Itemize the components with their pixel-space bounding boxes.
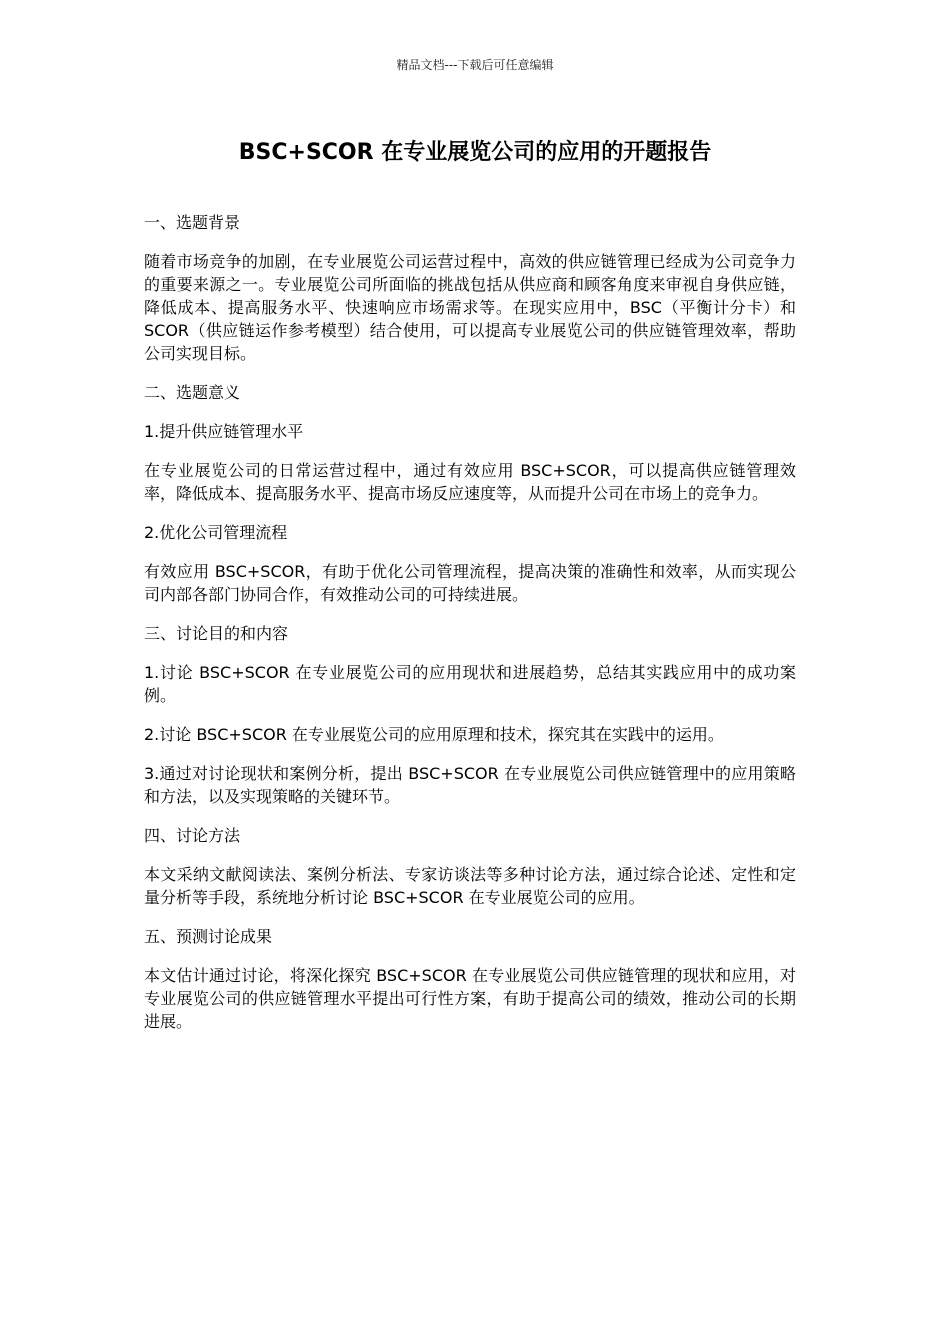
- paragraph-method: 本文采纳文献阅读法、案例分析法、专家访谈法等多种讨论方法，通过综合论述、定性和定量分析等手段，系统地分析讨论 BSC+SCOR 在专业展览公司的应用。: [144, 865, 796, 907]
- subheading-process: 2.优化公司管理流程: [144, 523, 288, 542]
- section-heading-results: 五、预测讨论成果: [144, 927, 273, 946]
- page-header: 精品文档---下载后可任意编辑: [396, 58, 554, 72]
- paragraph-supply-chain: 在专业展览公司的日常运营过程中，通过有效应用 BSC+SCOR，可以提高供应链管理效率，降低成本、提高服务水平、提高市场反应速度等，从而提升公司在市场上的竞争力。: [144, 461, 796, 503]
- section-heading-method: 四、讨论方法: [144, 826, 241, 845]
- section-heading-significance: 二、选题意义: [144, 383, 241, 402]
- document-body: [144, 211, 796, 1049]
- paragraph-results: 本文估计通过讨论，将深化探究 BSC+SCOR 在专业展览公司供应链管理的现状和应用，对专业展览公司的供应链管理水平提出可行性方案，有助于提高公司的绩效，推动公司的长期进展。: [144, 966, 796, 1031]
- subheading-supply-chain: 1.提升供应链管理水平: [144, 422, 304, 441]
- paragraph-process: 有效应用 BSC+SCOR，有助于优化公司管理流程，提高决策的准确性和效率，从而实现公司内部各部门协同合作，有效推动公司的可持续进展。: [144, 562, 796, 604]
- section-heading-background: 一、选题背景: [144, 213, 241, 232]
- document-title: BSC+SCOR 在专业展览公司的应用的开题报告: [238, 140, 712, 165]
- list-item-purpose-3: 3.通过对讨论现状和案例分析，提出 BSC+SCOR 在专业展览公司供应链管理中的应用策略和方法，以及实现策略的关键环节。: [144, 764, 796, 806]
- paragraph-background: 随着市场竞争的加剧，在专业展览公司运营过程中，高效的供应链管理已经成为公司竞争力的重要来源之一。专业展览公司所面临的挑战包括从供应商和顾客角度来审视自身供应链，降低成本、提高服务水平、快速响应市场需求等。在现实应用中，BSC（平衡计分卡）和 SCOR（供应链运作参考模型）结合使用，可以提高专业展览公司的供应链管理效率，帮助公司实现目标。: [144, 252, 796, 363]
- list-item-purpose-2: 2.讨论 BSC+SCOR 在专业展览公司的应用原理和技术，探究其在实践中的运用。: [144, 725, 724, 744]
- section-heading-purpose: 三、讨论目的和内容: [144, 624, 289, 643]
- list-item-purpose-1: 1.讨论 BSC+SCOR 在专业展览公司的应用现状和进展趋势，总结其实践应用中的成功案例。: [144, 663, 796, 705]
